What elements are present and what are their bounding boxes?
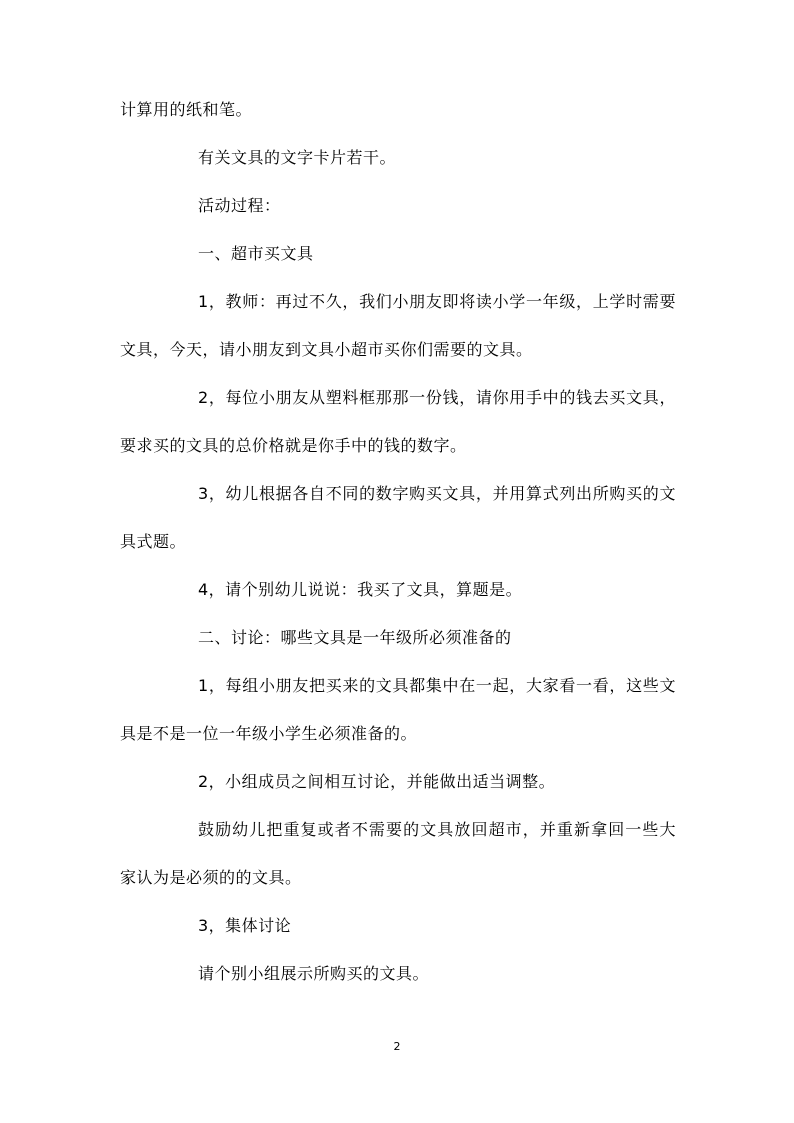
paragraph-5: 1，教师：再过不久，我们小朋友即将读小学一年级，上学时需要文具，今天，请小朋友到文具小超市买你们需要的文具。: [120, 292, 676, 359]
paragraph-12: 鼓励幼儿把重复或者不需要的文具放回超市，并重新拿回一些大家认为是必须的的文具。: [120, 820, 676, 887]
paragraph-11: 2，小组成员之间相互讨论，并能做出适当调整。: [198, 772, 556, 791]
paragraph-7: 3，幼儿根据各自不同的数字购买文具，并用算式列出所购买的文具式题。: [120, 484, 676, 551]
paragraph-10: 1，每组小朋友把买来的文具都集中在一起，大家看一看，这些文具是不是一位一年级小学生必须准备的。: [120, 676, 676, 743]
paragraph-6: 2，每位小朋友从塑料框那那一份钱，请你用手中的钱去买文具，要求买的文具的总价格就是你手中的钱的数字。: [120, 388, 676, 455]
paragraph-3: 活动过程：: [198, 196, 281, 215]
paragraph-2: 有关文具的文字卡片若干。: [198, 148, 397, 167]
paragraph-8: 4，请个别幼儿说说：我买了文具，算题是。: [198, 580, 523, 599]
paragraph-9: 二、讨论：哪些文具是一年级所必须准备的: [198, 628, 512, 647]
page-number: 2: [393, 1040, 401, 1053]
paragraph-1: 计算用的纸和笔。: [120, 100, 253, 119]
paragraph-13: 3，集体讨论: [198, 916, 292, 935]
paragraph-4: 一、超市买文具: [198, 244, 314, 263]
paragraph-14: 请个别小组展示所购买的文具。: [198, 964, 430, 983]
